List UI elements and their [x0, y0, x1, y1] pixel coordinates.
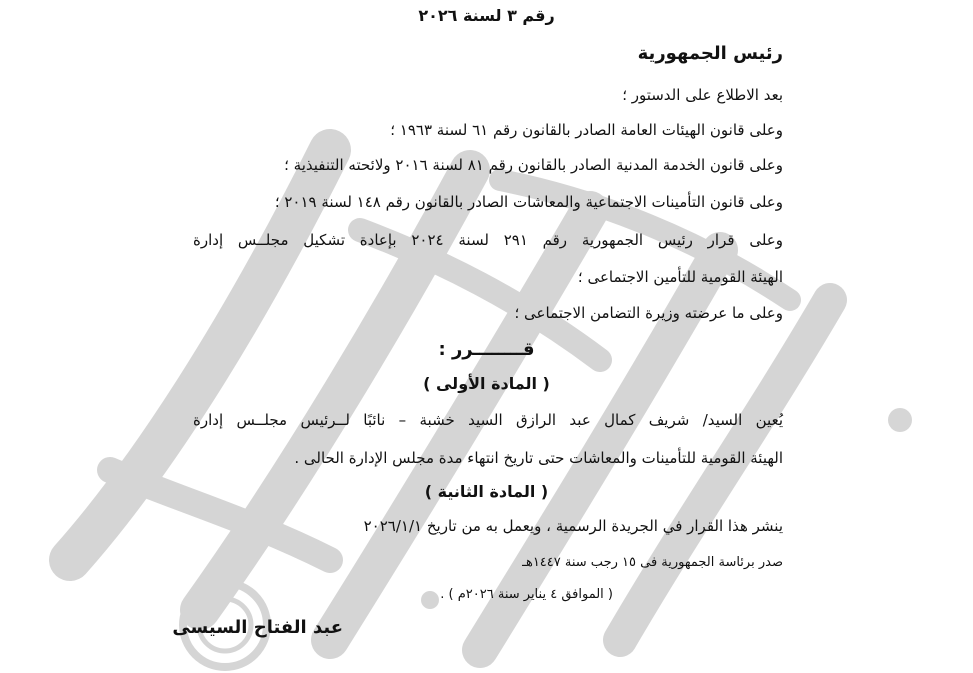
article-one-heading: ( المادة الأولى ): [423, 374, 550, 393]
preamble-line-1: بعد الاطلاع على الدستور ؛: [622, 86, 783, 104]
preamble-line-3: وعلى قانون الخدمة المدنية الصادر بالقانون رقم ٨١ لسنة ٢٠١٦ ولائحته التنفيذية ؛: [284, 156, 783, 174]
article-two-heading: ( المادة الثانية ): [424, 482, 549, 501]
preamble-line-2: وعلى قانون الهيئات العامة الصادر بالقانون رقم ٦١ لسنة ١٩٦٣ ؛: [390, 121, 783, 139]
preamble-line-5: وعلى قرار رئيس الجمهورية رقم ٢٩١ لسنة ٢٠٢٤ بإعادة تشكيل مجلــس إدارة: [193, 231, 783, 249]
decided-heading: قــــــــرر :: [438, 339, 535, 360]
issued-date: صدر برئاسة الجمهورية فى ١٥ رجب سنة ١٤٤٧هـ: [522, 555, 783, 570]
article-one-line-2: الهيئة القومية للتأمينات والمعاشات حتى تاريخ انتهاء مدة مجلس الإدارة الحالى .: [294, 449, 783, 467]
signature: عبد الفتاح السيسى: [172, 617, 343, 638]
preamble-line-4: وعلى قانون التأمينات الاجتماعية والمعاشات الصادر بالقانون رقم ١٤٨ لسنة ٢٠١٩ ؛: [274, 193, 783, 211]
corresponding-date: ( الموافق ٤ يناير سنة ٢٠٢٦م ) .: [440, 587, 613, 602]
article-two-line-1: ينشر هذا القرار في الجريدة الرسمية ، ويعمل به من تاريخ ٢٠٢٦/١/١: [363, 517, 783, 535]
article-one-line-1: يُعين السيد/ شريف كمال عبد الرازق السيد خشبة – نائبًا لــرئيس مجلــس إدارة: [193, 411, 783, 429]
preamble-line-7: وعلى ما عرضته وزيرة التضامن الاجتماعى ؛: [514, 304, 783, 322]
decree-number: رقم ٣ لسنة ٢٠٢٦: [418, 6, 555, 25]
president-title: رئيس الجمهورية: [637, 43, 783, 64]
preamble-line-6: الهيئة القومية للتأمين الاجتماعى ؛: [577, 268, 783, 286]
